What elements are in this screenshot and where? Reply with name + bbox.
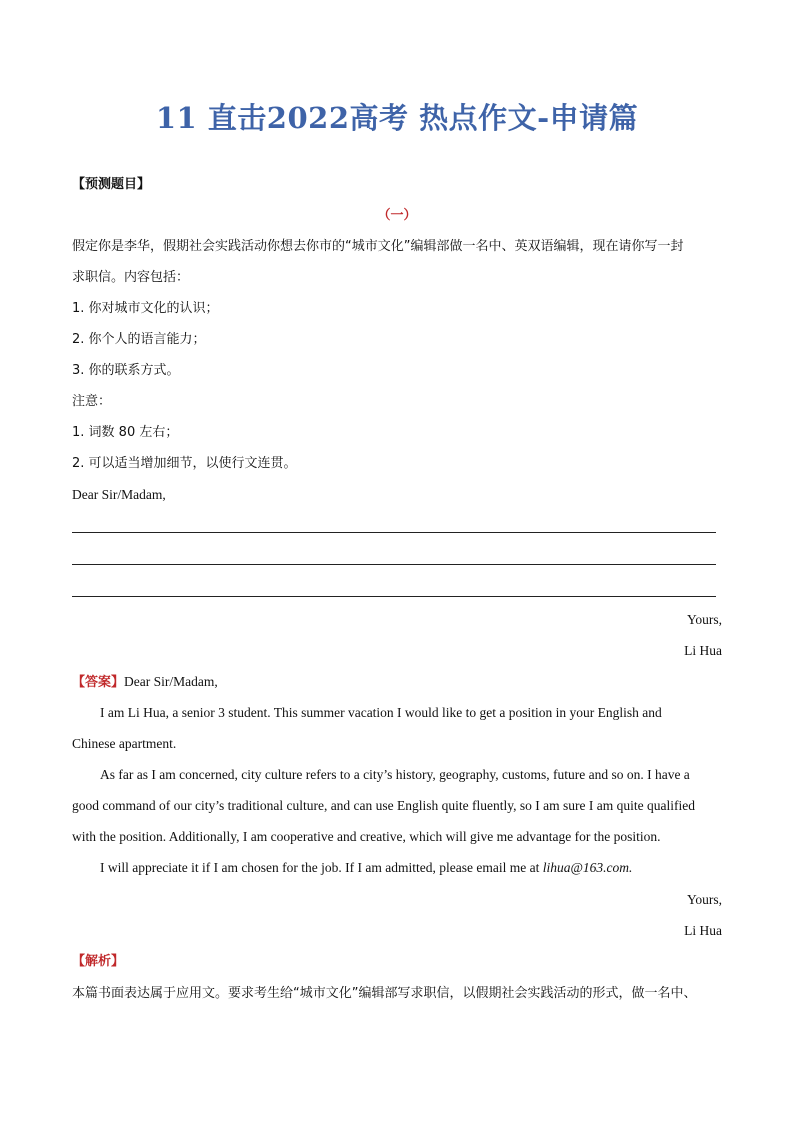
answer-heading bbox=[72, 673, 722, 692]
writing-line bbox=[72, 532, 716, 533]
answer-label: 【答案】 bbox=[72, 675, 125, 690]
analysis-label: 【解析】 bbox=[72, 954, 125, 969]
prompt-line: 求职信。内容包括： bbox=[72, 270, 190, 285]
answer-closing: Yours, bbox=[686, 892, 722, 907]
prompt-line: 2. 可以适当增加细节，以使行文连贯。 bbox=[72, 456, 297, 471]
writing-line bbox=[72, 596, 716, 597]
prompt-line: 3. 你的联系方式。 bbox=[72, 363, 180, 378]
answer-salutation: Dear Sir/Madam, bbox=[124, 674, 218, 689]
prompt-line: 注意： bbox=[72, 394, 112, 409]
analysis-line: 本篇书面表达属于应用文。要求考生给“城市文化”编辑部写求职信，以假期社会实践活动的形式，做一名中、 bbox=[72, 986, 697, 1001]
answer-line bbox=[72, 859, 722, 877]
answer-line: Chinese apartment. bbox=[72, 736, 177, 751]
answer-line: I am Li Hua, a senior 3 student. This summer vacation I would like to get a position in your English and bbox=[100, 705, 662, 720]
answer-line: As far as I am concerned, city culture refers to a city’s history, geography, customs, future and so on. I have a bbox=[100, 767, 690, 782]
page-title: 11 直击2022高考 热点作文-申请篇 bbox=[155, 101, 639, 135]
prompt-line: 假定你是李华，假期社会实践活动你想去你市的“城市文化”编辑部做一名中、英双语编辑，现在请你写一封 bbox=[72, 239, 684, 254]
writing-line bbox=[72, 564, 716, 565]
prompt-line: 1. 你对城市文化的认识； bbox=[72, 301, 219, 316]
letter-signature: Li Hua bbox=[684, 643, 722, 658]
prompt-line: 2. 你个人的语言能力； bbox=[72, 332, 206, 347]
letter-salutation: Dear Sir/Madam, bbox=[72, 487, 166, 502]
answer-line-text: I will appreciate it if I am chosen for the job. If I am admitted, please email me at bbox=[100, 860, 543, 875]
answer-signature: Li Hua bbox=[684, 923, 722, 938]
answer-line: good command of our city’s traditional culture, and can use English quite fluently, so I am sure I am quite qualified bbox=[72, 798, 695, 813]
section-heading: 【预测题目】 bbox=[72, 177, 151, 192]
prompt-line: 1. 词数 80 左右； bbox=[72, 425, 179, 440]
question-number: （一） bbox=[377, 208, 417, 223]
answer-line: with the position. Additionally, I am cooperative and creative, which will give me advantage for the position. bbox=[72, 829, 661, 844]
answer-email: lihua@163.com. bbox=[542, 860, 633, 875]
letter-closing: Yours, bbox=[686, 612, 722, 627]
